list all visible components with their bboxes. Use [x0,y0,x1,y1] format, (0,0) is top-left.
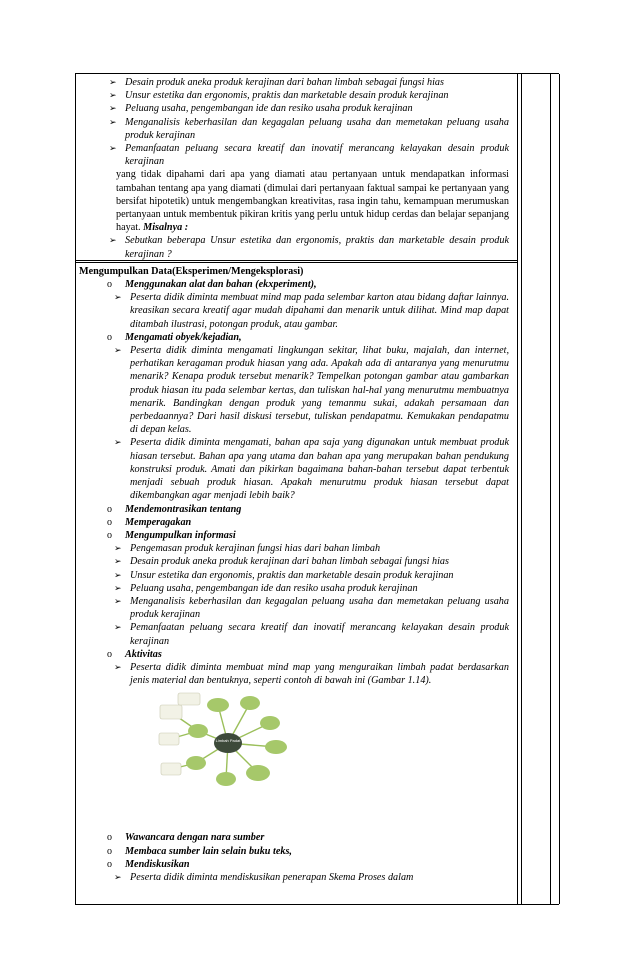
mind-map-image [158,691,298,795]
arrow-bullet-icon: ➢ [114,569,122,580]
list-item-title: o Mendiskusikan [107,858,190,870]
circle-bullet-icon: o [107,832,112,844]
circle-bullet-icon: o [107,648,112,660]
intro-emphasis: Misalnya : [143,222,189,234]
lesson-table [75,73,559,905]
list-bullet: ➢ Peserta didik diminta membuat mind map yang menguraikan limbah padat berdasarkan jenis material dan bentuknya, seperti contoh di bawah ini (Gambar 1.14). [114,661,509,687]
mind-map-figure [158,691,298,795]
circle-bullet-icon: o [107,503,112,515]
arrow-bullet-icon: ➢ [114,582,122,593]
list-bullet: ➢ Peserta didik diminta mendiskusikan penerapan Skema Proses dalam [114,871,414,883]
circle-bullet-icon: o [107,858,112,870]
arrow-bullet-icon: ➢ [114,871,122,882]
list-bullet: ➢ Desain produk aneka produk kerajinan dari bahan limbah sebagai fungsi hias [114,556,449,568]
arrow-bullet-icon: ➢ [109,116,117,127]
list-bullet: ➢ Peluang usaha, pengembangan ide dan resiko usaha produk kerajinan [114,582,418,594]
arrow-bullet-icon: ➢ [114,437,122,448]
top-bullet: ➢ Pemanfaatan peluang secara kreatif dan inovatif merancang kelayakan desain produk kerajinan [109,143,509,168]
list-bullet: ➢ Peserta didik diminta mengamati, bahan apa saja yang digunakan untuk membuat produk hiasan tersebut. Bahan apa yang utama dan bahan apa yang merupakan bahan pendukung konstruksi produk. Amati dan pikirkan bagaimana bahan-bahan tersebut dapat terbentuk menjadi sebuah produk hiasan. Apakah menurutmu produk hiasan tersebut dapat dikembangkan agar menjadi lebih baik? [114,437,509,502]
arrow-bullet-icon: ➢ [114,595,122,606]
arrow-bullet-icon: ➢ [109,143,117,154]
intro-paragraph: yang tidak dipahami dari apa yang diamati atau pertanyaan untuk mendapatkan informasi tambahan tentang apa yang diamati (dimulai dari pertanyaan faktual sampai ke pertanyaan yang bersifat hipotetik) untuk mengembangkan kreativitas, rasa ingin tahu, kemampuan merumuskan pertanyaan untuk membentuk pikiran kritis yang perlu untuk hidup cerdas dan belajar sepanjang hayat. Misalnya : [116,169,509,234]
arrow-bullet-icon: ➢ [109,77,117,87]
list-item-title: o Aktivitas [107,648,162,660]
top-bullet: ➢ Unsur estetika dan ergonomis, praktis dan marketable desain produk kerajinan [109,90,449,102]
list-item-title: o Mengumpulkan informasi [107,529,236,541]
top-bullet: ➢ Desain produk aneka produk kerajinan dari bahan limbah sebagai fungsi hias [109,77,444,88]
mind-map-center-label: Limbah Padat [215,738,241,744]
circle-bullet-icon: o [107,516,112,528]
list-item-title: o Membaca sumber lain selain buku teks, [107,845,292,857]
circle-bullet-icon: o [107,529,112,541]
top-bullet: ➢ Menganalisis keberhasilan dan kegagalan peluang usaha dan memetakan peluang usaha produk kerajinan [109,116,509,141]
arrow-bullet-icon: ➢ [114,622,122,633]
content [76,74,517,884]
intro-bullet: ➢ Sebutkan beberapa Unsur estetika dan ergonomis, praktis dan marketable desain produk kerajinan ? [109,235,509,260]
section-title: Mengumpulkan Data(Eksperimen/Mengeksplorasi) [79,265,304,277]
list-item-title: o Menggunakan alat dan bahan (ekxperiment), [107,279,317,291]
arrow-bullet-icon: ➢ [109,90,117,101]
arrow-bullet-icon: ➢ [114,543,122,554]
side-column-divider [550,74,551,904]
side-column [521,74,560,904]
list-item-title: o Mengamati obyek/kejadian, [107,331,242,343]
arrow-bullet-icon: ➢ [109,103,117,114]
arrow-bullet-icon: ➢ [114,556,122,567]
list-item-title: o Memperagakan [107,516,192,528]
list-item-title: o Mendemontrasikan tentang [107,503,242,515]
list-bullet: ➢ Peserta didik diminta mengamati lingkungan sekitar, lihat buku, majalah, dan internet, perhatikan keragaman produk hiasan yang ada. Apakah ada di antaranya yang menurutmu menarik? Kenapa produk tersebut menarik? Tempelkan potongan gambar atau gambarkan produk hiasan itu pada selembar kertas, dan tuliskan hal-hal yang menurutmu membuatnya menarik. Bandingkan dengan produk yang temanmu sukai, adakah persamaan dan perbedaannya? Dari hasil diskusi tersebut, tuliskan pendapatmu. Kemukakan pendapatmu di depan kelas. [114,345,509,436]
top-bullet: ➢ Peluang usaha, pengembangan ide dan resiko usaha produk kerajinan [109,103,413,115]
arrow-bullet-icon: ➢ [114,292,122,303]
arrow-bullet-icon: ➢ [114,345,122,356]
arrow-bullet-icon: ➢ [109,235,117,246]
circle-bullet-icon: o [107,845,112,857]
arrow-bullet-icon: ➢ [114,661,122,672]
list-bullet: ➢ Pengemasan produk kerajinan fungsi hias dari bahan limbah [114,543,381,555]
list-bullet: ➢ Pemanfaatan peluang secara kreatif dan inovatif merancang kelayakan desain produk kerajinan [114,622,509,647]
circle-bullet-icon: o [107,331,112,343]
list-item-title: o Wawancara dengan nara sumber [107,832,265,844]
list-bullet: ➢ Menganalisis keberhasilan dan kegagalan peluang usaha dan memetakan peluang usaha produk kerajinan [114,595,509,621]
list-bullet: ➢ Peserta didik diminta membuat mind map pada selembar karton atau bidang daftar lainnya. kreasikan secara kreatif agar mudah dipahami dan menarik untuk dilihat. Mind map dapat ditambah ilustrasi, potongan produk, atau gambar. [114,292,509,330]
circle-bullet-icon: o [107,279,112,291]
list-bullet: ➢ Unsur estetika dan ergonomis, praktis dan marketable desain produk kerajinan [114,569,454,581]
